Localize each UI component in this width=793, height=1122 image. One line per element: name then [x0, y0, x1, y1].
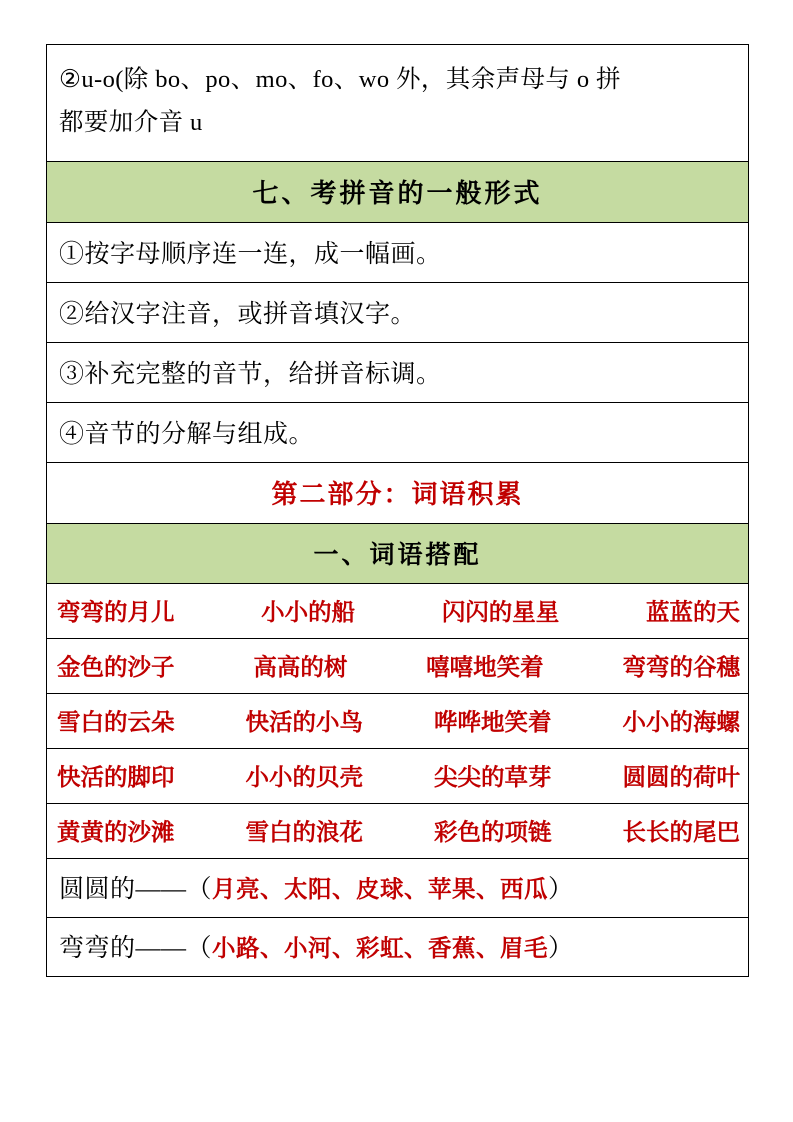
table-row [47, 161, 749, 222]
pair-row-4 [47, 749, 748, 803]
pair-item: 嘻嘻地笑着 [426, 653, 544, 680]
pair-item: 雪白的云朵 [57, 708, 175, 735]
table-row [47, 693, 749, 748]
pair-item: 雪白的浪花 [245, 818, 363, 845]
seven-item-3: ③补充完整的音节，给拼音标调。 [59, 360, 442, 388]
seven-item-cell-2 [47, 282, 749, 342]
table-row [47, 638, 749, 693]
pair-item: 弯弯的谷穗 [622, 653, 740, 680]
section-seven-heading-cell [47, 161, 749, 222]
table-row [47, 45, 749, 162]
pair-item: 彩色的项链 [434, 818, 552, 845]
section-seven-heading: 七、考拼音的一般形式 [47, 162, 748, 222]
pair-row-cell-3 [47, 693, 749, 748]
section-one-heading-cell [47, 523, 749, 583]
pair-item: 金色的沙子 [57, 653, 175, 680]
note-block [47, 45, 748, 161]
pair-row-3 [47, 694, 748, 748]
pair-item: 弯弯的月儿 [57, 598, 175, 625]
mix-lead: 弯弯的——（ [59, 934, 213, 962]
pair-item: 小小的贝壳 [245, 763, 363, 790]
mix-tail: ） [548, 875, 574, 903]
pair-item: 黄黄的沙滩 [57, 818, 175, 845]
pair-row-cell-1 [47, 583, 749, 638]
table-row [47, 402, 749, 462]
pair-row-cell-2 [47, 638, 749, 693]
pair-row-2 [47, 639, 748, 693]
pair-item: 闪闪的星星 [441, 598, 560, 625]
pair-row-cell-4 [47, 748, 749, 803]
pair-row-5 [47, 804, 748, 858]
pair-row-cell-5 [47, 803, 749, 858]
table-row [47, 282, 749, 342]
seven-item-cell-1 [47, 222, 749, 282]
mix-list: 月亮、太阳、皮球、苹果、西瓜 [212, 875, 549, 902]
section-one-heading: 一、词语搭配 [47, 524, 748, 583]
mix-row-cell-1 [47, 858, 749, 917]
part-two-heading-cell [47, 462, 749, 523]
note-line-1: ②u-o(除 bo、po、mo、fo、wo 外，其余声母与 o 拼 [59, 66, 621, 93]
mix-tail: ） [548, 934, 574, 962]
note-line-2: 都要加介音 u [59, 108, 203, 136]
content-table [46, 44, 749, 977]
mix-row-1 [47, 859, 748, 917]
pair-item: 高高的树 [253, 653, 348, 680]
pair-item: 蓝蓝的天 [645, 598, 740, 625]
note-cell [47, 45, 749, 162]
mix-list: 小路、小河、彩虹、香蕉、眉毛 [212, 934, 549, 961]
mix-row-cell-2 [47, 917, 749, 976]
table-row [47, 523, 749, 583]
seven-item-cell-4 [47, 402, 749, 462]
seven-item-1: ①按字母顺序连一连，成一幅画。 [59, 240, 442, 268]
table-row [47, 858, 749, 917]
pair-item: 小小的船 [261, 598, 356, 625]
pair-item: 小小的海螺 [622, 708, 740, 735]
table-row [47, 583, 749, 638]
table-row [47, 342, 749, 402]
pair-item: 圆圆的荷叶 [622, 763, 740, 790]
mix-lead: 圆圆的——（ [59, 875, 213, 903]
table-row [47, 803, 749, 858]
pair-item: 快活的脚印 [57, 763, 175, 790]
pair-item: 快活的小鸟 [245, 708, 363, 735]
table-row [47, 462, 749, 523]
seven-item-cell-3 [47, 342, 749, 402]
table-row [47, 748, 749, 803]
seven-item-2: ②给汉字注音，或拼音填汉字。 [59, 300, 417, 328]
table-row [47, 917, 749, 976]
seven-item-4: ④音节的分解与组成。 [59, 420, 315, 448]
pair-item: 长长的尾巴 [622, 818, 740, 845]
mix-row-2 [47, 918, 748, 976]
pair-row-1 [47, 584, 748, 638]
pair-item: 哗哗地笑着 [434, 708, 552, 735]
part-two-heading: 第二部分：词语积累 [271, 478, 524, 509]
pair-item: 尖尖的草芽 [434, 763, 552, 790]
table-row [47, 222, 749, 282]
